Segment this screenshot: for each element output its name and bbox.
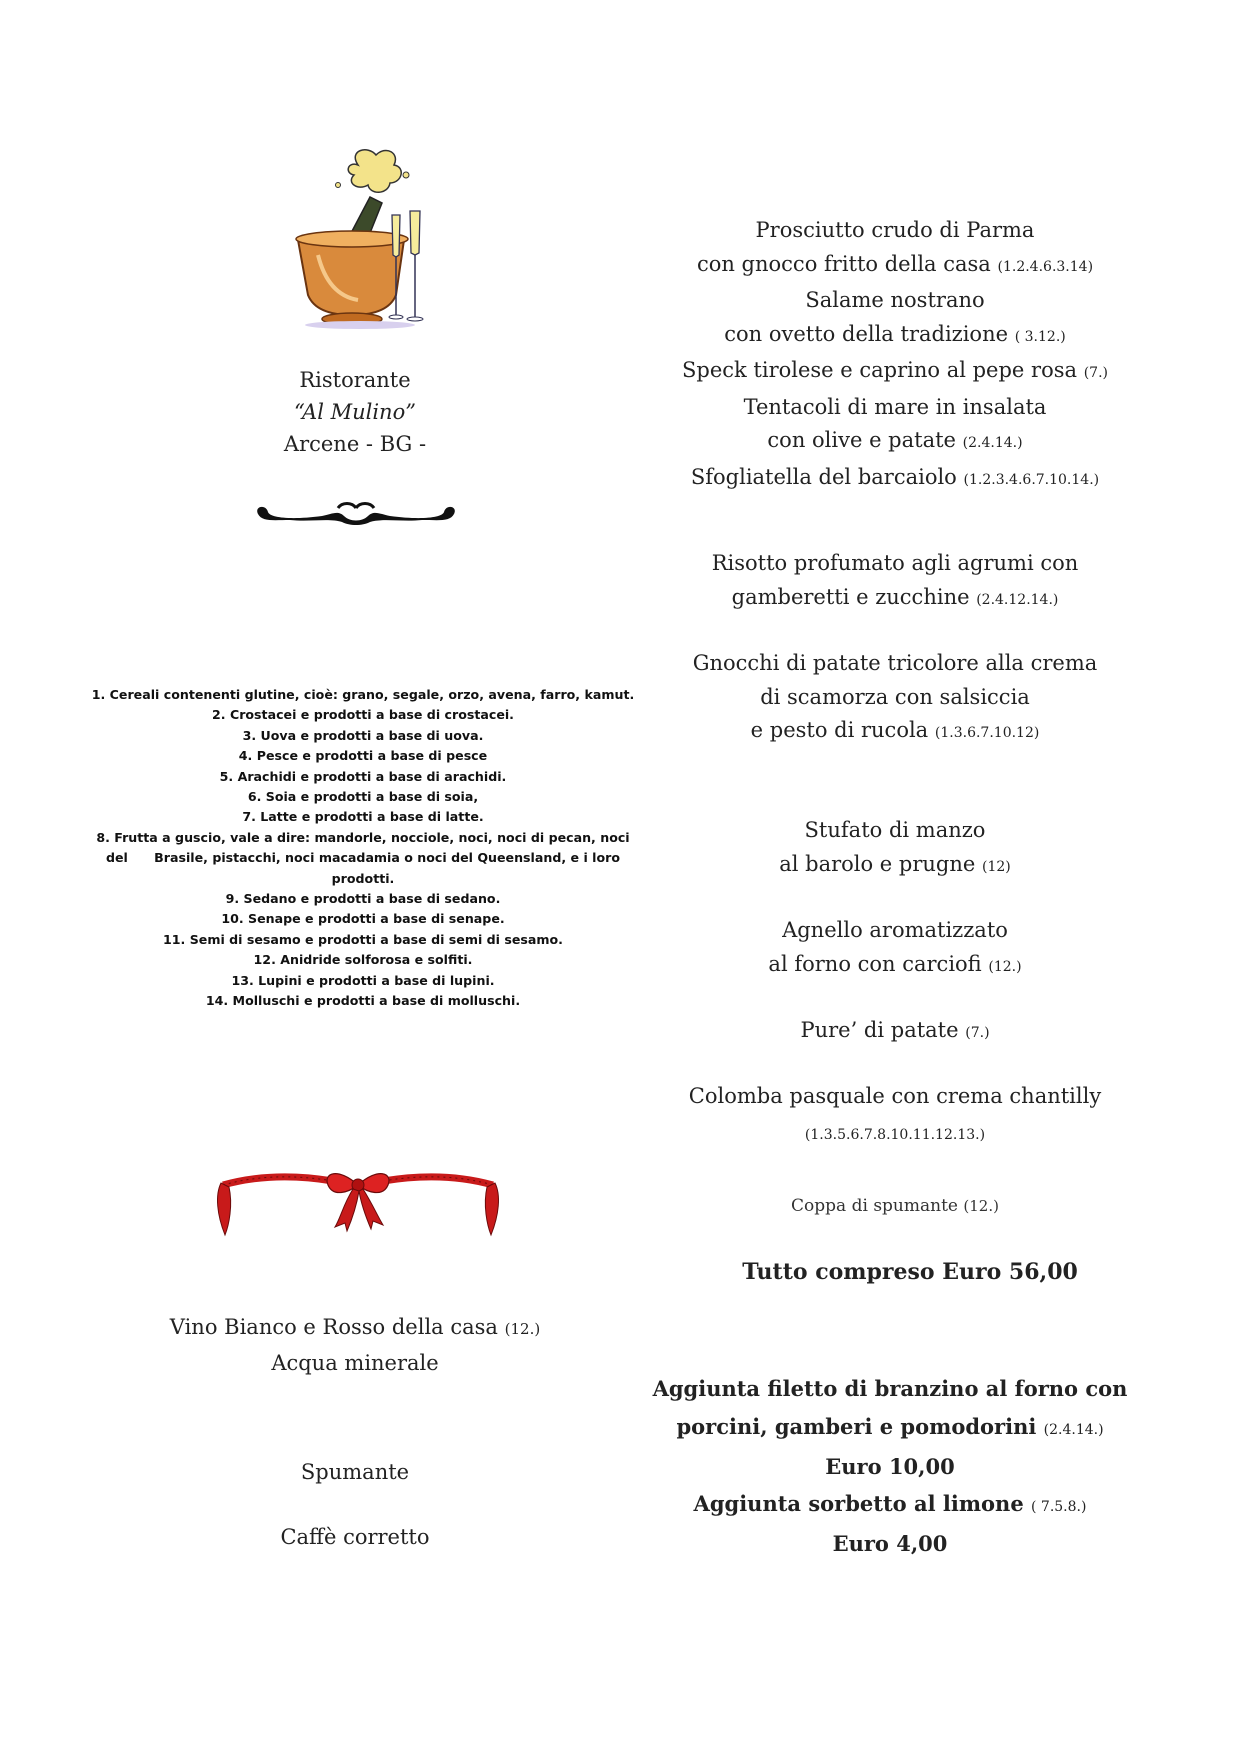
dish-name: Salame nostrano: [805, 288, 985, 312]
menu-line: [655, 848, 1135, 885]
dish-name: Sfogliatella del barcaiolo: [690, 464, 957, 489]
extra-sorbetto-price: Euro 4,00: [832, 1531, 948, 1556]
menu-line: [630, 1485, 1150, 1526]
restaurant-header: [155, 364, 555, 460]
menu-line: [655, 461, 1135, 498]
restaurant-location: Arcene - BG -: [283, 432, 427, 456]
allergen-list: [90, 685, 636, 1012]
caffe-label: Caffè corretto: [280, 1525, 430, 1549]
extras-section: [630, 1370, 1150, 1562]
secondi-agnello: [655, 914, 1135, 984]
primi-gnocchi: [655, 647, 1135, 751]
allergen-code: (1.3.6.7.10.12): [934, 725, 1040, 741]
extra-branzino-line2: porcini, gamberi e pomodorini: [676, 1414, 1037, 1439]
secondi-stufato: [655, 814, 1135, 884]
red-ribbon-bow-ornament: [213, 1165, 503, 1240]
dish-name: di scamorza con salsiccia: [760, 684, 1030, 709]
allergen-code: (1.2.3.4.6.7.10.14.): [963, 471, 1100, 488]
allergen-item: 2. Crostacei e prodotti a base di crostacei.: [212, 707, 514, 723]
menu-line: [655, 547, 1135, 581]
menu-line: [655, 354, 1135, 391]
menu-line: [655, 391, 1135, 425]
dish-name: al forno con carciofi: [768, 951, 982, 976]
wine-line: [125, 1310, 585, 1346]
menu-line: [655, 647, 1135, 681]
menu-line: [655, 1190, 1135, 1224]
allergen-item: 11. Semi di sesamo e prodotti a base di semi di sesamo.: [163, 931, 563, 947]
allergen-item: 9. Sedano e prodotti a base di sedano.: [225, 891, 501, 907]
allergen-code: (2.4.14.): [962, 435, 1023, 451]
wine-label: Vino Bianco e Rosso della casa: [169, 1315, 498, 1339]
allergen-item: 8. Frutta a guscio, vale a dire: mandorle, nocciole, noci, noci di pecan, noci: [96, 829, 630, 845]
allergen-item: 13. Lupini e prodotti a base di lupini.: [231, 972, 495, 988]
menu-line: [655, 681, 1135, 715]
allergen-code: (2.4.12.14.): [976, 591, 1059, 608]
dish-name: Risotto profumato agli agrumi con: [711, 551, 1079, 575]
allergen-item: 12. Anidride solforosa e solfiti.: [253, 952, 473, 968]
dish-name: Pure’ di patate: [800, 1018, 959, 1042]
menu-line: [655, 318, 1135, 355]
extra-sorbetto: Aggiunta sorbetto al limone: [693, 1491, 1024, 1516]
allergen-item: 3. Uova e prodotti a base di uova.: [242, 727, 484, 743]
primi-risotto: [655, 547, 1135, 617]
dish-name: Coppa di spumante: [791, 1196, 958, 1216]
swirl-divider-ornament: [252, 498, 460, 528]
allergen-code: (7.): [1083, 365, 1108, 381]
menu-line: [655, 714, 1135, 751]
allergen-item: 7. Latte e prodotti a base di latte.: [242, 809, 484, 825]
allergen-code: ( 7.5.8.): [1031, 1499, 1087, 1515]
dish-name: con olive e patate: [767, 428, 956, 452]
allergen-item: 1. Cereali contenenti glutine, cioè: grano, segale, orzo, avena, farro, kamut.: [91, 687, 635, 702]
dish-name: Prosciutto crudo di Parma: [755, 218, 1035, 242]
dish-name: Stufato di manzo: [804, 818, 986, 842]
allergen-code: (1.3.5.6.7.8.10.11.12.13.): [804, 1126, 986, 1143]
coppa: [655, 1190, 1135, 1224]
allergen-code: (1.2.4.6.3.14): [997, 258, 1094, 275]
dolce: [655, 1080, 1135, 1153]
allergen-code: (12.): [988, 958, 1022, 975]
restaurant-name: “Al Mulino”: [294, 400, 416, 424]
spumante-label: Spumante: [300, 1460, 410, 1484]
dish-name: Colomba pasquale con crema chantilly: [688, 1084, 1102, 1108]
total-label: Tutto compreso Euro 56,00: [742, 1259, 1078, 1285]
menu-line: [655, 1080, 1135, 1114]
extra-branzino-price: Euro 10,00: [825, 1454, 955, 1479]
water-label: Acqua minerale: [271, 1351, 439, 1375]
allergen-item: prodotti.: [331, 870, 395, 886]
dish-name: Agnello aromatizzato: [782, 918, 1008, 942]
dish-name: e pesto di rucola: [750, 718, 929, 742]
total-price: [670, 1256, 1150, 1290]
menu-line: [655, 424, 1135, 461]
menu-line: [655, 814, 1135, 848]
allergen-item: 4. Pesce e prodotti a base di pesce: [238, 748, 488, 764]
champagne-bucket-illustration: [288, 145, 433, 330]
menu-line: [655, 1014, 1135, 1051]
dish-name: al barolo e prugne: [779, 851, 976, 876]
menu-line: [655, 1114, 1135, 1153]
wine-allergen: (12.): [504, 1320, 541, 1338]
dish-name: con ovetto della tradizione: [724, 321, 1009, 346]
allergen-item: 5. Arachidi e prodotti a base di arachidi.: [219, 768, 507, 784]
allergen-item: 6. Soia e prodotti a base di soia,: [247, 789, 479, 805]
allergen-code: (12.): [963, 1197, 999, 1215]
dish-name: Gnocchi di patate tricolore alla crema: [692, 651, 1098, 675]
extra-branzino-line1: Aggiunta filetto di branzino al forno con: [652, 1376, 1128, 1401]
allergen-code: ( 3.12.): [1014, 328, 1066, 345]
menu-line: [655, 248, 1135, 285]
allergen-item: del Brasile, pistacchi, noci macadamia o noci del Queensland, e i loro: [106, 850, 620, 866]
dish-name: gamberetti e zucchine: [731, 584, 970, 609]
allergen-code: (12): [982, 858, 1011, 875]
antipasti-section: [655, 214, 1135, 497]
menu-line: [655, 948, 1135, 985]
dish-name: Speck tirolese e caprino al pepe rosa: [682, 358, 1078, 382]
allergen-item: 14. Molluschi e prodotti a base di molluschi.: [205, 993, 521, 1009]
menu-line: [655, 284, 1135, 318]
restaurant-label: Ristorante: [299, 368, 411, 392]
dish-name: con gnocco fritto della casa: [696, 251, 991, 276]
dish-name: Tentacoli di mare in insalata: [743, 394, 1047, 419]
menu-line: [655, 581, 1135, 618]
drinks-section: [125, 1310, 585, 1549]
menu-line: [655, 214, 1135, 248]
menu-line: [655, 914, 1135, 948]
allergen-code: (2.4.14.): [1043, 1422, 1104, 1438]
contorno: [655, 1014, 1135, 1051]
menu-line: [630, 1408, 1150, 1449]
allergen-item: 10. Senape e prodotti a base di senape.: [221, 911, 505, 927]
allergen-code: (7.): [965, 1025, 990, 1041]
